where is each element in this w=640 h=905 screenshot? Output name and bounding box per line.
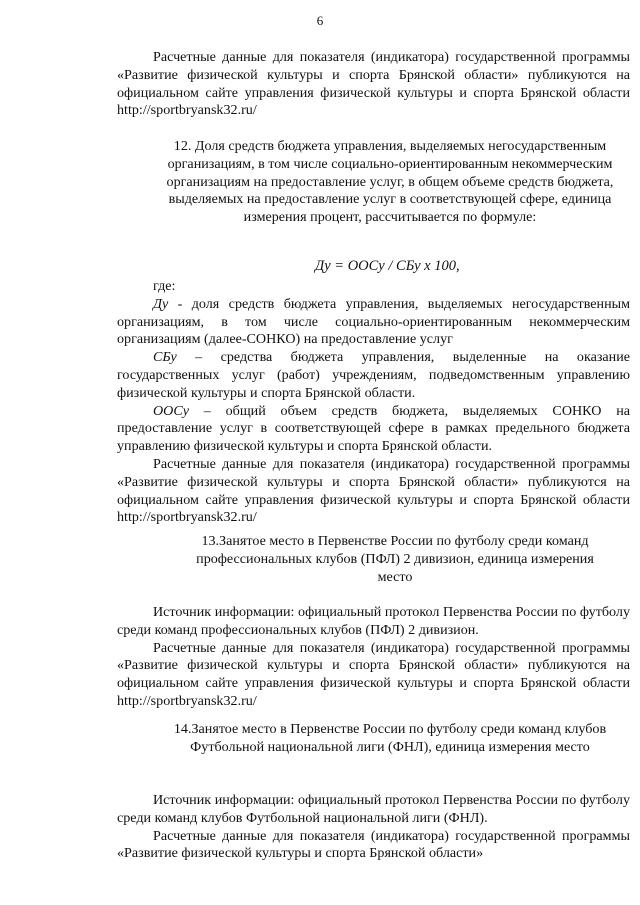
- definition-text: - доля средств бюджета управления, выделяемых негосударственным организациям, в том числе социально-ориентированным некоммерческим организациям (далее-СОНКО) на предоставление услуг: [117, 295, 630, 348]
- page-number: 6: [316, 13, 324, 28]
- paragraph-results-3: Расчетные данные для показателя (индикатора) государственной программы «Развитие физической культуры и спорта Брянской области» публикуются на официальном сайте управления физической культуры и спорта Брянской области http://sportbryansk32.ru/: [117, 639, 630, 709]
- definition-text: – средства бюджета управления, выделенные на оказание государственных услуг (работ) учреждениям, подведомственным управлению физической культуры и спорта Брянской области.: [117, 349, 630, 401]
- section-13-heading: [180, 533, 610, 586]
- section-13-title: 13.Занятое место в Первенстве России по футболу среди команд профессиональных клубов (ПФЛ) 2 дивизион, единица измерения место: [196, 533, 594, 585]
- section-14-title: 14.Занятое место в Первенстве России по футболу среди команд клубов Футбольной национальной лиги (ФНЛ), единица измерения место: [173, 721, 607, 755]
- definition-text: – общий объем средств бюджета, выделяемых СОНКО на предоставление услуг в соответствующей сфере в рамках предельного бюджета управлению физической культуры и спорта Брянской области.: [117, 402, 630, 455]
- source-13: Источник информации: официальный протокол Первенства России по футболу среди команд профессиональных клубов (ПФЛ) 2 дивизион.: [117, 604, 630, 638]
- definition-oosu: [117, 403, 630, 456]
- section-12-title: 12. Доля средств бюджета управления, выделяемых негосударственным организациям, в том числе социально-ориентированным некоммерческим организациям на предоставление услуг, в общем объеме средств бюджета, выделяемых на предоставление услуг в соответствующей сфере, единица измерения процент, рассчитывается по формуле:: [166, 138, 614, 226]
- definitions-block: [117, 278, 630, 527]
- definition-term: СБу: [153, 349, 177, 366]
- paragraph-results-2: Расчетные данные для показателя (индикатора) государственной программы «Развитие физической культуры и спорта Брянской области» публикуются на официальном сайте управления физической культуры и спорта Брянской области http://sportbryansk32.ru/: [117, 455, 630, 526]
- section-14-heading: [150, 721, 630, 757]
- paragraph-results-4: Расчетные данные для показателя (индикатора) государственной программы «Развитие физической культуры и спорта Брянской области»: [117, 827, 630, 862]
- section-13-body: [117, 604, 630, 711]
- definition-term: Ду: [153, 295, 169, 312]
- definition-du: [117, 296, 630, 349]
- where-label: где:: [153, 278, 176, 294]
- section-14-body: [117, 792, 630, 863]
- formula: Ду = ООСу / СБу x 100,: [315, 258, 460, 274]
- source-14: Источник информации: официальный протокол Первенства России по футболу среди команд клубов Футбольной национальной лиги (ФНЛ).: [117, 792, 630, 826]
- paragraph-results-1: [117, 49, 630, 120]
- paragraph-text: Расчетные данные для показателя (индикатора) государственной программы «Развитие физической культуры и спорта Брянской области» публикуются на официальном сайте управления физической культуры и спорта Брянской области http://sportbryansk32.ru/: [117, 49, 630, 119]
- definition-term: ООСу: [153, 402, 190, 419]
- section-12-heading: [150, 138, 630, 227]
- definition-sbu: [117, 349, 630, 402]
